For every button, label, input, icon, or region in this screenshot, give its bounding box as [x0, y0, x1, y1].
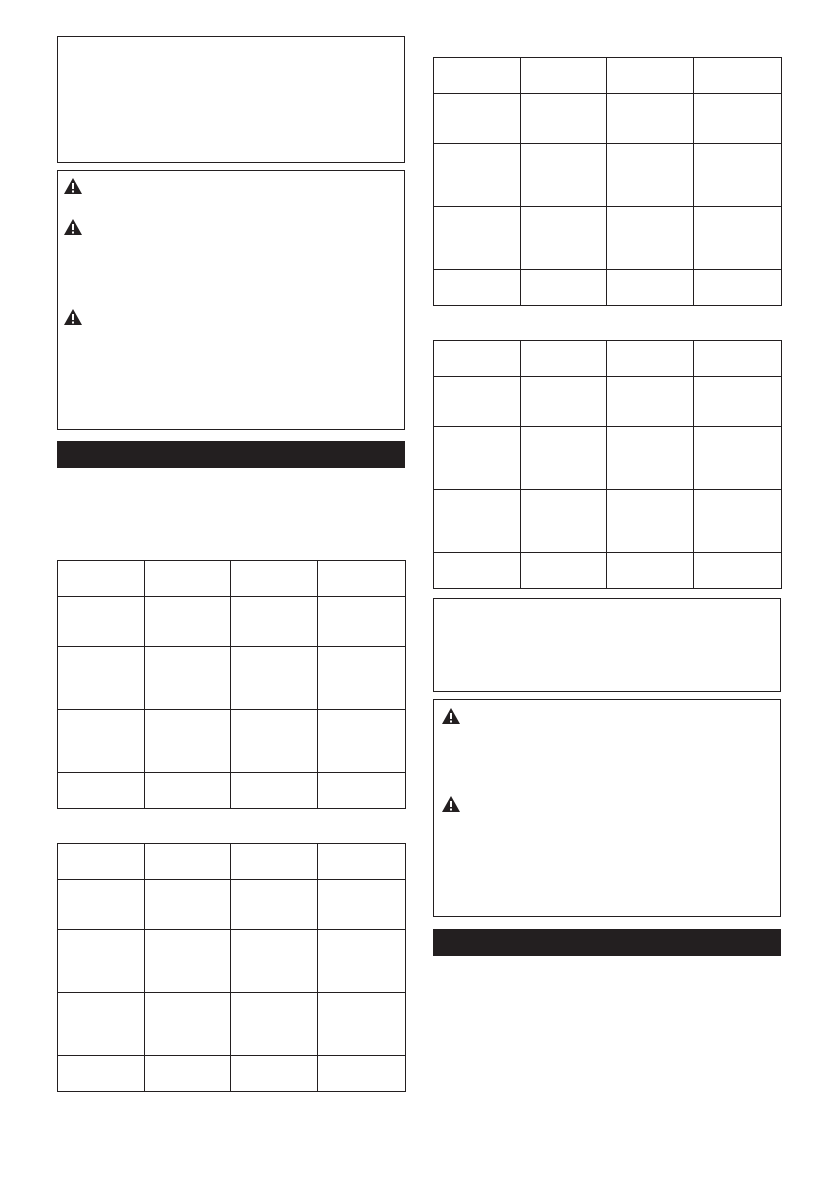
warning-triangle-icon: [441, 795, 461, 813]
table-row: [434, 144, 782, 207]
left-section-heading: [57, 441, 405, 468]
table-cell: [521, 427, 607, 490]
table-cell: [694, 94, 782, 144]
table-cell: [231, 561, 318, 597]
table-cell: [521, 553, 607, 589]
table-row: [434, 427, 782, 490]
table-row: [58, 597, 406, 647]
table-cell: [694, 58, 782, 94]
table-cell: [521, 144, 607, 207]
table-cell: [58, 844, 145, 880]
table-cell: [521, 270, 607, 306]
table-cell: [694, 427, 782, 490]
table-cell: [318, 930, 406, 993]
table-cell: [434, 58, 521, 94]
table-cell: [58, 930, 145, 993]
table-cell: [607, 427, 694, 490]
table-cell: [145, 597, 231, 647]
table-cell: [694, 207, 782, 270]
table-row: [434, 58, 782, 94]
table-cell: [607, 58, 694, 94]
right-spec-table-2: [433, 340, 782, 589]
table-cell: [58, 597, 145, 647]
table-row: [58, 561, 406, 597]
left-note-box: [57, 36, 405, 163]
table-cell: [318, 597, 406, 647]
table-cell: [434, 553, 521, 589]
right-section-heading: [433, 929, 781, 956]
table-cell: [521, 58, 607, 94]
table-cell: [434, 270, 521, 306]
table-row: [58, 993, 406, 1056]
table-cell: [607, 377, 694, 427]
right-note-box: [433, 598, 781, 692]
table-cell: [607, 341, 694, 377]
table-cell: [145, 647, 231, 710]
table-cell: [607, 490, 694, 553]
right-warning-box: [433, 699, 781, 917]
table-cell: [694, 490, 782, 553]
table-cell: [58, 773, 145, 809]
table-row: [58, 844, 406, 880]
table-cell: [694, 341, 782, 377]
warning-triangle-icon: [63, 308, 83, 326]
table-cell: [231, 597, 318, 647]
table-row: [434, 553, 782, 589]
table-cell: [145, 880, 231, 930]
table-cell: [521, 94, 607, 144]
table-row: [434, 94, 782, 144]
table-row: [434, 377, 782, 427]
table-cell: [318, 647, 406, 710]
table-cell: [521, 207, 607, 270]
table-cell: [434, 427, 521, 490]
table-cell: [434, 377, 521, 427]
table-row: [434, 270, 782, 306]
table-cell: [145, 773, 231, 809]
left-warning-box: [57, 170, 405, 430]
table-cell: [58, 561, 145, 597]
table-cell: [231, 710, 318, 773]
table-cell: [231, 1056, 318, 1092]
table-cell: [434, 94, 521, 144]
table-cell: [231, 773, 318, 809]
table-row: [58, 930, 406, 993]
right-spec-table-1: [433, 57, 782, 306]
table-cell: [145, 930, 231, 993]
table-cell: [694, 377, 782, 427]
table-row: [58, 773, 406, 809]
table-cell: [318, 1056, 406, 1092]
table-cell: [145, 844, 231, 880]
table-cell: [521, 377, 607, 427]
table-cell: [607, 553, 694, 589]
table-cell: [231, 930, 318, 993]
left-spec-table-1: [57, 560, 406, 809]
left-spec-table-2: [57, 843, 406, 1092]
table-cell: [434, 490, 521, 553]
table-cell: [231, 880, 318, 930]
left-section-heading-text: [57, 447, 65, 462]
warning-triangle-icon: [63, 177, 83, 195]
table-cell: [434, 144, 521, 207]
table-cell: [434, 341, 521, 377]
table-cell: [694, 144, 782, 207]
table-cell: [434, 207, 521, 270]
table-cell: [231, 844, 318, 880]
table-row: [434, 490, 782, 553]
table-cell: [521, 341, 607, 377]
table-cell: [145, 1056, 231, 1092]
table-cell: [318, 844, 406, 880]
table-cell: [58, 647, 145, 710]
table-cell: [318, 993, 406, 1056]
table-row: [58, 880, 406, 930]
table-cell: [145, 993, 231, 1056]
table-row: [58, 1056, 406, 1092]
table-row: [434, 207, 782, 270]
table-cell: [607, 144, 694, 207]
table-cell: [521, 490, 607, 553]
table-cell: [58, 993, 145, 1056]
table-cell: [318, 561, 406, 597]
warning-triangle-icon: [441, 707, 461, 725]
table-row: [58, 710, 406, 773]
table-cell: [58, 1056, 145, 1092]
table-cell: [145, 710, 231, 773]
table-cell: [694, 270, 782, 306]
table-cell: [58, 710, 145, 773]
table-cell: [694, 553, 782, 589]
table-cell: [318, 773, 406, 809]
table-cell: [607, 270, 694, 306]
table-row: [58, 647, 406, 710]
table-cell: [231, 647, 318, 710]
table-cell: [607, 207, 694, 270]
table-cell: [145, 561, 231, 597]
table-row: [434, 341, 782, 377]
table-cell: [607, 94, 694, 144]
table-cell: [58, 880, 145, 930]
right-section-heading-text: [433, 935, 441, 950]
table-cell: [231, 993, 318, 1056]
table-cell: [318, 710, 406, 773]
warning-triangle-icon: [63, 218, 83, 236]
table-cell: [318, 880, 406, 930]
